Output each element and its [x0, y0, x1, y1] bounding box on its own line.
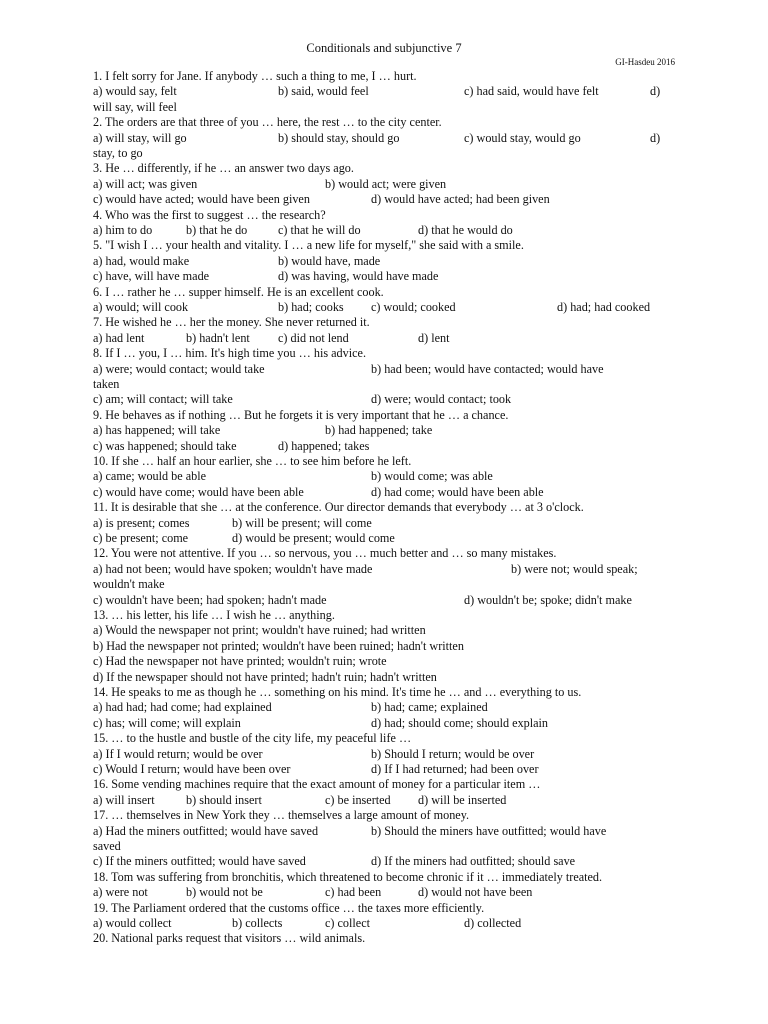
- option-d: d) had; had cooked: [557, 299, 651, 314]
- question-12: [93, 546, 683, 608]
- question-stem: 17. … themselves in New York they … themselves a large amount of money.: [93, 808, 470, 823]
- option-a: a) has happened; will take: [93, 423, 221, 438]
- option-c: c) had said, would have felt: [464, 84, 599, 99]
- option-c: c) If the miners outfitted; would have saved: [93, 854, 306, 869]
- question-stem: 7. He wished he … her the money. She never returned it.: [93, 315, 370, 330]
- question-stem: 6. I … rather he … supper himself. He is an excellent cook.: [93, 284, 384, 299]
- question-9: [93, 408, 683, 454]
- option-b: b) will be present; will come: [232, 515, 372, 530]
- options-row: [93, 331, 683, 346]
- question-stem: 4. Who was the first to suggest … the research?: [93, 207, 326, 222]
- options-row: [93, 84, 683, 99]
- option-b: b) had; came; explained: [371, 700, 488, 715]
- option-d-wrapped: will say, will feel: [93, 99, 177, 114]
- option-a: a) were not: [93, 885, 148, 900]
- option-d: d) was having, would have made: [278, 269, 439, 284]
- question-8: [93, 346, 683, 408]
- option-b-prefix: b) were not; would speak;: [511, 561, 638, 576]
- option-d-wrapped: stay, to go: [93, 146, 143, 160]
- option-c: c) Would I return; would have been over: [93, 761, 291, 776]
- question-stem: 16. Some vending machines require that the exact amount of money for a particular item …: [93, 777, 541, 792]
- option-d: d) had; should come; should explain: [371, 715, 549, 730]
- option-d: d) had come; would have been able: [371, 484, 544, 499]
- option-a: a) had not been; would have spoken; wouldn't have made: [93, 561, 373, 576]
- option-a: a) him to do: [93, 223, 153, 237]
- option-d: d) If the newspaper should not have printed; hadn't ruin; hadn't written: [93, 669, 437, 684]
- option-d: d) would not have been: [418, 885, 533, 900]
- options-row: [93, 700, 683, 715]
- option-b: b) would act; were given: [325, 176, 447, 191]
- option-b: b) hadn't lent: [186, 330, 250, 345]
- option-b: b) would come; was able: [371, 469, 493, 484]
- option-a: a) If I would return; would be over: [93, 746, 263, 761]
- question-4: [93, 208, 683, 239]
- question-20: [93, 931, 683, 946]
- options-row: [93, 223, 683, 238]
- option-b-prefix: b) Should the miners have outfitted; would have: [371, 823, 607, 838]
- question-stem: 13. … his letter, his life … I wish he … anything.: [93, 607, 335, 622]
- options-row: [93, 131, 683, 146]
- question-16: [93, 777, 683, 808]
- option-b: b) collects: [232, 915, 283, 930]
- option-c: c) would have acted; would have been given: [93, 192, 310, 207]
- question-stem: 8. If I … you, I … him. It's high time you … his advice.: [93, 346, 366, 361]
- option-d: d) would be present; would come: [232, 530, 395, 545]
- option-b: b) Should I return; would be over: [371, 746, 535, 761]
- option-a: a) had, would make: [93, 253, 190, 268]
- page-title: Conditionals and subjunctive 7: [306, 41, 462, 55]
- option-d: d) that he would do: [418, 223, 513, 237]
- question-7: [93, 315, 683, 346]
- option-c: c) have, will have made: [93, 269, 210, 284]
- options-row: [93, 192, 683, 207]
- option-b: b) said, would feel: [278, 84, 369, 99]
- question-stem: 11. It is desirable that she … at the conference. Our director demands that everybody … at 3 o'clock.: [93, 500, 584, 515]
- options-row: [93, 885, 683, 900]
- option-a: a) Would the newspaper not print; wouldn't have ruined; had written: [93, 623, 426, 638]
- options-row: [93, 793, 683, 808]
- options-row: [93, 516, 683, 531]
- question-stem: 3. He … differently, if he … an answer two days ago.: [93, 161, 354, 176]
- option-b: b) had happened; take: [325, 423, 433, 438]
- options-row: [93, 362, 683, 377]
- option-a: a) would collect: [93, 915, 172, 930]
- question-19: [93, 901, 683, 932]
- option-b-wrapped: wouldn't make: [93, 577, 165, 592]
- question-11: [93, 500, 683, 546]
- question-stem: 14. He speaks to me as though he … something on his mind. It's time he … and … everything to us.: [93, 684, 582, 699]
- options-row: [93, 392, 683, 407]
- option-c: c) would stay, would go: [464, 130, 581, 145]
- question-stem: 9. He behaves as if nothing … But he forgets it is very important that he … a chance.: [93, 407, 509, 422]
- option-d: d) lent: [418, 330, 450, 345]
- option-b: b) had; cooks: [278, 299, 344, 314]
- option-d: d) collected: [464, 915, 522, 930]
- options-row: [93, 916, 683, 931]
- option-b-wrapped: saved: [93, 838, 121, 853]
- question-14: [93, 685, 683, 731]
- question-stem: 5. "I wish I … your health and vitality. I … a new life for myself," she said with a smile.: [93, 238, 524, 253]
- option-d: d) happened; takes: [278, 438, 370, 453]
- source-label: GI-Hasdeu 2016: [615, 57, 675, 67]
- option-d: d) wouldn't be; spoke; didn't make: [464, 592, 632, 607]
- option-c: c) collect: [325, 915, 370, 930]
- option-d: d) If the miners had outfitted; should save: [371, 854, 576, 869]
- options-row: [93, 531, 683, 546]
- option-c: c) be inserted: [325, 792, 391, 807]
- option-c: c) would; cooked: [371, 299, 456, 314]
- options-row: [93, 300, 683, 315]
- option-d-prefix: d): [650, 84, 661, 99]
- question-2: [93, 115, 683, 161]
- question-6: [93, 285, 683, 316]
- question-17: [93, 808, 683, 870]
- question-stem: 2. The orders are that three of you … here, the rest … to the city center.: [93, 115, 442, 130]
- options-row: [93, 854, 683, 869]
- option-c: c) be present; come: [93, 530, 189, 545]
- options-row: [93, 485, 683, 500]
- option-d: d) will be inserted: [418, 792, 507, 807]
- option-a: a) would; will cook: [93, 299, 189, 314]
- option-d-prefix: d): [650, 130, 661, 145]
- options-row: [93, 593, 683, 608]
- option-c: c) Had the newspaper not have printed; wouldn't ruin; wrote: [93, 654, 387, 669]
- option-b: b) should stay, should go: [278, 130, 400, 145]
- option-c: c) am; will contact; will take: [93, 392, 233, 407]
- option-a: a) were; would contact; would take: [93, 361, 265, 376]
- option-b: b) that he do: [186, 223, 248, 237]
- option-c: c) would have come; would have been able: [93, 484, 304, 499]
- question-list: [93, 69, 683, 947]
- question-18: [93, 870, 683, 901]
- options-row: [93, 824, 683, 839]
- question-3: [93, 161, 683, 207]
- question-13: [93, 608, 683, 685]
- question-stem: 12. You were not attentive. If you … so nervous, you … much better and … so many mistakes.: [93, 546, 557, 561]
- option-b: b) would not be: [186, 885, 263, 900]
- options-row: [93, 716, 683, 731]
- options-row: [93, 439, 683, 454]
- option-b-wrapped: taken: [93, 376, 120, 391]
- option-c: c) has; will come; will explain: [93, 715, 241, 730]
- option-d: d) would have acted; had been given: [371, 192, 550, 207]
- options-row: [93, 747, 683, 762]
- option-a: a) came; would be able: [93, 469, 207, 484]
- option-d: d) were; would contact; took: [371, 392, 512, 407]
- options-row: [93, 254, 683, 269]
- option-b: b) would have, made: [278, 253, 381, 268]
- option-a: a) is present; comes: [93, 515, 190, 530]
- question-stem: 10. If she … half an hour earlier, she … to see him before he left.: [93, 453, 412, 468]
- option-b-prefix: b) had been; would have contacted; would have: [371, 361, 604, 376]
- options-row: [93, 762, 683, 777]
- option-c: c) had been: [325, 885, 382, 900]
- option-a: a) had had; had come; had explained: [93, 700, 272, 715]
- option-c: c) that he will do: [278, 223, 361, 237]
- options-row: [93, 269, 683, 284]
- option-c: c) wouldn't have been; had spoken; hadn't made: [93, 592, 327, 607]
- option-b: b) should insert: [186, 792, 262, 807]
- options-row: [93, 469, 683, 484]
- option-a: a) will insert: [93, 792, 155, 807]
- question-1: [93, 69, 683, 115]
- question-15: [93, 731, 683, 777]
- option-b: b) Had the newspaper not printed; wouldn't have been ruined; hadn't written: [93, 638, 464, 653]
- option-c: c) did not lend: [278, 330, 349, 345]
- options-row: [93, 177, 683, 192]
- option-a: a) would say, felt: [93, 84, 177, 99]
- option-c: c) was happened; should take: [93, 438, 237, 453]
- options-row: [93, 562, 683, 577]
- question-stem: 1. I felt sorry for Jane. If anybody … such a thing to me, I … hurt.: [93, 69, 417, 83]
- option-a: a) Had the miners outfitted; would have saved: [93, 823, 319, 838]
- question-10: [93, 454, 683, 500]
- option-a: a) will act; was given: [93, 176, 198, 191]
- option-d: d) If I had returned; had been over: [371, 761, 539, 776]
- option-a: a) will stay, will go: [93, 130, 187, 145]
- options-row: [93, 423, 683, 438]
- question-5: [93, 238, 683, 284]
- question-stem: 20. National parks request that visitors … wild animals.: [93, 931, 366, 946]
- question-stem: 18. Tom was suffering from bronchitis, which threatened to become chronic if it … immediately treated.: [93, 869, 603, 884]
- option-a: a) had lent: [93, 330, 145, 345]
- question-stem: 19. The Parliament ordered that the customs office … the taxes more efficiently.: [93, 900, 485, 915]
- question-stem: 15. … to the hustle and bustle of the city life, my peaceful life …: [93, 731, 412, 746]
